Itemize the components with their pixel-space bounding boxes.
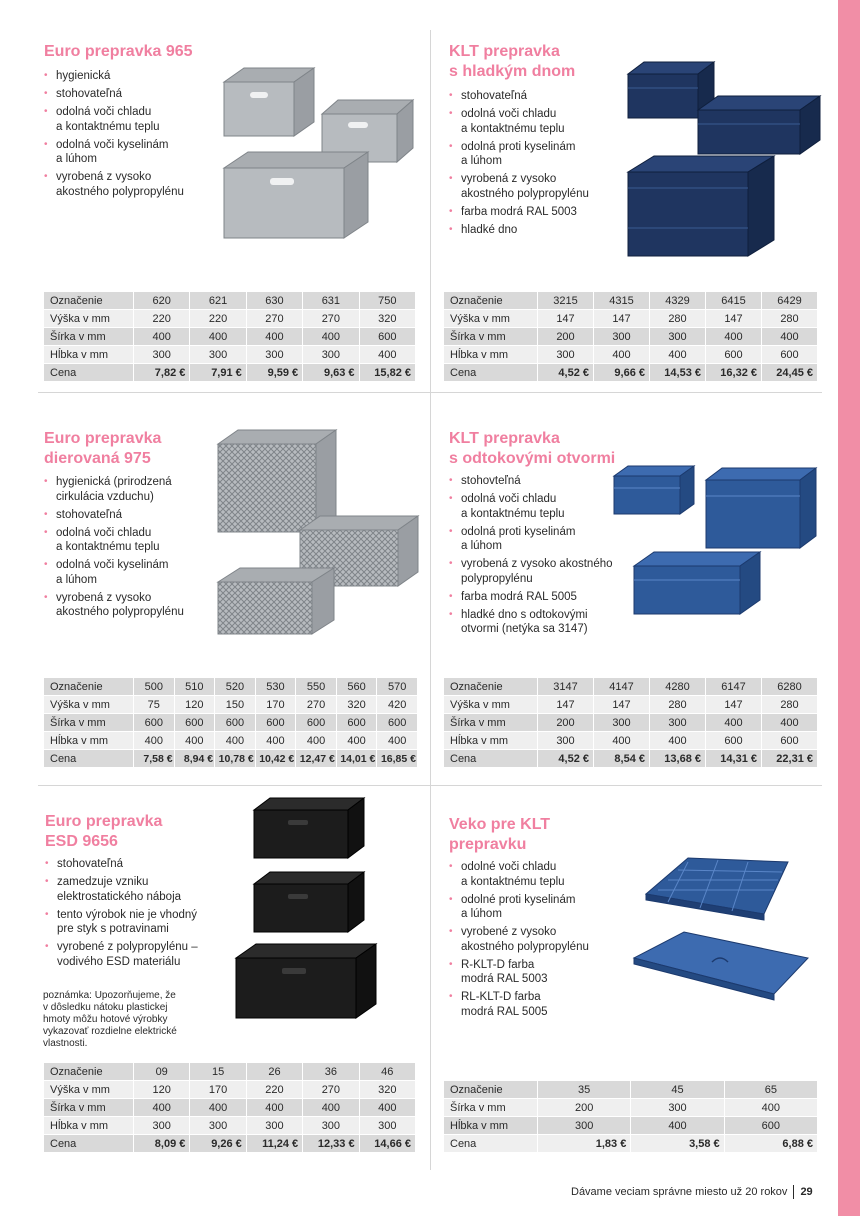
esd-black-crates-image (230, 796, 380, 1022)
feature-item: • hygienická (44, 69, 244, 84)
feature-item: • odolná voči chladu a kontaktnému teplu (44, 105, 244, 134)
table-cell: 147 (594, 310, 650, 328)
row-label: Hĺbka v mm (444, 1117, 538, 1135)
feature-item: • hladké dno (449, 223, 649, 238)
table-cell: 400 (247, 328, 303, 346)
table-cell: 120 (134, 1081, 190, 1099)
table-cell: 400 (175, 732, 216, 750)
table-cell: 270 (303, 1081, 359, 1099)
table-cell: 300 (650, 714, 706, 732)
feature-item: • vyrobená z vysoko akostného polypropylénu (449, 172, 649, 201)
row-label: Hĺbka v mm (444, 732, 538, 750)
table-cell: 400 (594, 346, 650, 364)
column-divider (430, 30, 431, 1170)
feature-item: • hygienická (prirodzená cirkulácia vzduchu) (44, 475, 244, 504)
table-cell: 320 (337, 696, 378, 714)
table-cell: 300 (303, 346, 359, 364)
table-cell: 500 (134, 678, 175, 696)
table-cell: 46 (360, 1063, 416, 1081)
price-cell: 8,54 € (594, 750, 650, 768)
table-cell: 09 (134, 1063, 190, 1081)
table-cell: 600 (175, 714, 216, 732)
price-cell: 14,66 € (360, 1135, 416, 1153)
price-cell: 14,53 € (650, 364, 706, 382)
table-cell: 400 (337, 732, 378, 750)
feature-item: • vyrobená z vysoko akostného polypropylénu (44, 591, 244, 620)
table-cell: 4315 (594, 292, 650, 310)
table-cell: 300 (360, 1117, 416, 1135)
row-label: Výška v mm (44, 1081, 134, 1099)
table-cell: 600 (337, 714, 378, 732)
table-cell: 400 (377, 732, 418, 750)
table-cell: 147 (706, 696, 762, 714)
spec-table-lid (444, 1081, 818, 1153)
row-label: Hĺbka v mm (44, 346, 134, 364)
price-cell: 14,01 € (337, 750, 378, 768)
table-cell: 4329 (650, 292, 706, 310)
table-cell: 3147 (538, 678, 594, 696)
table-cell: 6147 (706, 678, 762, 696)
table-cell: 300 (190, 346, 246, 364)
row-label: Označenie (444, 292, 538, 310)
feature-item: • vyrobená z vysoko akostného polypropylénu (44, 170, 244, 199)
table-cell: 270 (296, 696, 337, 714)
table-cell: 400 (303, 328, 359, 346)
table-cell: 300 (538, 732, 594, 750)
feature-item: • odolná proti kyselinám a lúhom (449, 140, 649, 169)
table-cell: 750 (360, 292, 416, 310)
perforated-crates-image (214, 428, 420, 640)
table-cell: 400 (256, 732, 297, 750)
feature-item: • odolná voči kyselinám a lúhom (44, 558, 244, 587)
table-cell: 400 (190, 328, 246, 346)
price-cell: 3,58 € (631, 1135, 724, 1153)
table-cell: 400 (190, 1099, 246, 1117)
table-cell: 400 (215, 732, 256, 750)
feature-item: • stohovateľná (449, 89, 649, 104)
table-cell: 530 (256, 678, 297, 696)
row-label: Šírka v mm (444, 328, 538, 346)
price-cell: 12,33 € (303, 1135, 359, 1153)
price-cell: 24,45 € (762, 364, 818, 382)
table-cell: 620 (134, 292, 190, 310)
table-cell: 600 (725, 1117, 818, 1135)
price-cell: 10,42 € (256, 750, 297, 768)
table-cell: 400 (706, 328, 762, 346)
price-cell: 7,91 € (190, 364, 246, 382)
table-cell: 35 (538, 1081, 631, 1099)
feature-item: • odolná proti kyselinám a lúhom (449, 525, 649, 554)
table-cell: 400 (725, 1099, 818, 1117)
feature-list (449, 89, 649, 241)
row-label: Výška v mm (444, 696, 538, 714)
feature-item: • vyrobené z polypropylénu – vodivého ESD materiálu (45, 940, 245, 969)
feature-item: • odolná voči chladu a kontaktnému teplu (449, 107, 649, 136)
price-cell: 4,52 € (538, 750, 594, 768)
feature-item: • zamedzuje vzniku elektrostatického náboja (45, 875, 245, 904)
row-label: Označenie (44, 678, 134, 696)
row-label: Cena (44, 750, 134, 768)
row-label: Označenie (44, 1063, 134, 1081)
table-cell: 400 (134, 328, 190, 346)
table-cell: 510 (175, 678, 216, 696)
feature-item: • vyrobené z vysoko akostného polypropylénu (449, 925, 649, 954)
feature-item: • odolná voči kyselinám a lúhom (44, 138, 244, 167)
feature-item: • odolné voči chladu a kontaktnému teplu (449, 860, 649, 889)
row-label: Šírka v mm (44, 1099, 134, 1117)
table-cell: 200 (538, 328, 594, 346)
price-cell: 8,09 € (134, 1135, 190, 1153)
feature-item: • RL-KLT-D farba modrá RAL 5005 (449, 990, 649, 1019)
feature-list (44, 69, 244, 203)
table-cell: 147 (706, 310, 762, 328)
feature-item: • stohovteľná (449, 474, 649, 489)
row-label: Cena (44, 364, 134, 382)
table-cell: 45 (631, 1081, 724, 1099)
row-label: Cena (44, 1135, 134, 1153)
price-cell: 11,24 € (247, 1135, 303, 1153)
table-cell: 200 (538, 1099, 631, 1117)
row-label: Šírka v mm (44, 714, 134, 732)
section-title: KLT prepravka s hladkým dnom (449, 43, 576, 80)
table-cell: 170 (256, 696, 297, 714)
feature-item: • vyrobená z vysoko akostného polypropylénu (449, 557, 649, 586)
table-cell: 300 (134, 1117, 190, 1135)
grey-crates-image (218, 62, 418, 242)
row-label: Šírka v mm (444, 1099, 538, 1117)
row-label: Šírka v mm (444, 714, 538, 732)
price-cell: 4,52 € (538, 364, 594, 382)
table-cell: 400 (631, 1117, 724, 1135)
klt-blue-crates-image (610, 462, 822, 622)
table-cell: 220 (247, 1081, 303, 1099)
feature-item: • stohovateľná (45, 857, 245, 872)
table-cell: 400 (650, 732, 706, 750)
table-cell: 15 (190, 1063, 246, 1081)
table-cell: 600 (296, 714, 337, 732)
price-cell: 15,82 € (360, 364, 416, 382)
section-title: Euro prepravka dierovaná 975 (44, 430, 162, 467)
table-cell: 147 (538, 696, 594, 714)
row-label: Hĺbka v mm (44, 732, 134, 750)
table-cell: 270 (247, 310, 303, 328)
table-cell: 600 (215, 714, 256, 732)
table-cell: 400 (360, 346, 416, 364)
table-cell: 220 (134, 310, 190, 328)
table-cell: 400 (134, 1099, 190, 1117)
table-cell: 320 (360, 1081, 416, 1099)
table-cell: 4147 (594, 678, 650, 696)
feature-item: • odolné proti kyselinám a lúhom (449, 893, 649, 922)
table-cell: 270 (303, 310, 359, 328)
table-cell: 300 (594, 714, 650, 732)
footer-separator (793, 1185, 794, 1199)
table-cell: 600 (377, 714, 418, 732)
feature-item: • R-KLT-D farba modrá RAL 5003 (449, 958, 649, 987)
price-cell: 16,32 € (706, 364, 762, 382)
table-cell: 400 (296, 732, 337, 750)
feature-item: • odolná voči chladu a kontaktnému teplu (449, 492, 649, 521)
row-divider-1 (38, 392, 822, 393)
row-label: Výška v mm (444, 310, 538, 328)
table-cell: 631 (303, 292, 359, 310)
table-cell: 170 (190, 1081, 246, 1099)
feature-item: • farba modrá RAL 5003 (449, 205, 649, 220)
table-cell: 3215 (538, 292, 594, 310)
section-title: KLT prepravka s odtokovými otvormi (449, 430, 616, 467)
row-label: Hĺbka v mm (44, 1117, 134, 1135)
table-cell: 300 (538, 346, 594, 364)
table-cell: 300 (247, 346, 303, 364)
table-cell: 6280 (762, 678, 818, 696)
price-cell: 8,94 € (175, 750, 216, 768)
table-cell: 600 (706, 732, 762, 750)
section-title: Euro prepravka 965 (44, 43, 193, 60)
row-divider-2 (38, 785, 822, 786)
table-cell: 300 (134, 346, 190, 364)
table-cell: 6415 (706, 292, 762, 310)
row-label: Výška v mm (44, 310, 134, 328)
klt-lids-image (628, 854, 812, 1006)
row-label: Šírka v mm (44, 328, 134, 346)
table-cell: 420 (377, 696, 418, 714)
esd-note: poznámka: Upozorňujeme, že v dôsledku nátoku plastickej hmoty môžu hotové výrobky vykazovať rozdielne elektrické vlastnosti. (43, 990, 177, 1049)
feature-list (45, 857, 245, 973)
footer-slogan: Dávame veciam správne miesto už 20 rokov (571, 1185, 788, 1198)
price-cell: 9,59 € (247, 364, 303, 382)
row-label: Hĺbka v mm (444, 346, 538, 364)
row-label: Označenie (444, 678, 538, 696)
spec-table-klt-drain (444, 678, 818, 768)
table-cell: 300 (594, 328, 650, 346)
table-cell: 400 (650, 346, 706, 364)
table-cell: 621 (190, 292, 246, 310)
table-cell: 600 (134, 714, 175, 732)
table-cell: 65 (725, 1081, 818, 1099)
row-label: Cena (444, 364, 538, 382)
feature-item: • stohovateľná (44, 508, 244, 523)
price-cell: 14,31 € (706, 750, 762, 768)
table-cell: 400 (594, 732, 650, 750)
table-cell: 6429 (762, 292, 818, 310)
table-cell: 630 (247, 292, 303, 310)
table-cell: 560 (337, 678, 378, 696)
table-cell: 320 (360, 310, 416, 328)
table-cell: 600 (706, 346, 762, 364)
table-cell: 280 (650, 310, 706, 328)
row-label: Označenie (444, 1081, 538, 1099)
table-cell: 600 (360, 328, 416, 346)
table-cell: 400 (134, 732, 175, 750)
table-cell: 280 (762, 696, 818, 714)
table-cell: 570 (377, 678, 418, 696)
price-cell: 10,78 € (215, 750, 256, 768)
section-title: Veko pre KLT prepravku (449, 816, 551, 853)
table-cell: 400 (706, 714, 762, 732)
table-cell: 400 (303, 1099, 359, 1117)
feature-item: • farba modrá RAL 5005 (449, 590, 649, 605)
page-number: 29 (800, 1185, 813, 1198)
table-cell: 400 (360, 1099, 416, 1117)
row-label: Cena (444, 1135, 538, 1153)
table-cell: 300 (650, 328, 706, 346)
page-edge-bar (838, 0, 860, 1216)
price-cell: 7,58 € (134, 750, 175, 768)
table-cell: 75 (134, 696, 175, 714)
spec-table-klt-smooth (444, 292, 818, 382)
table-cell: 520 (215, 678, 256, 696)
table-cell: 120 (175, 696, 216, 714)
table-cell: 200 (538, 714, 594, 732)
table-cell: 300 (190, 1117, 246, 1135)
table-cell: 147 (594, 696, 650, 714)
row-label: Cena (444, 750, 538, 768)
table-cell: 280 (650, 696, 706, 714)
table-cell: 300 (538, 1117, 631, 1135)
table-cell: 280 (762, 310, 818, 328)
table-cell: 300 (303, 1117, 359, 1135)
feature-item: • tento výrobok nie je vhodný pre styk s potravinami (45, 908, 245, 937)
table-cell: 400 (247, 1099, 303, 1117)
feature-list (449, 860, 649, 1023)
price-cell: 12,47 € (296, 750, 337, 768)
spec-table-975 (44, 678, 418, 768)
feature-item: • stohovateľná (44, 87, 244, 102)
table-cell: 300 (631, 1099, 724, 1117)
table-cell: 300 (247, 1117, 303, 1135)
price-cell: 6,88 € (725, 1135, 818, 1153)
table-cell: 26 (247, 1063, 303, 1081)
page-footer (571, 1185, 813, 1199)
table-cell: 600 (762, 732, 818, 750)
table-cell: 400 (762, 328, 818, 346)
spec-table-965 (44, 292, 416, 382)
table-cell: 550 (296, 678, 337, 696)
table-cell: 600 (762, 346, 818, 364)
row-label: Označenie (44, 292, 134, 310)
table-cell: 4280 (650, 678, 706, 696)
price-cell: 1,83 € (538, 1135, 631, 1153)
table-cell: 36 (303, 1063, 359, 1081)
price-cell: 13,68 € (650, 750, 706, 768)
spec-table-esd (44, 1063, 416, 1153)
table-cell: 400 (762, 714, 818, 732)
klt-dark-blue-crates-image (624, 58, 824, 263)
table-cell: 150 (215, 696, 256, 714)
feature-item: • hladké dno s odtokovými otvormi (netýka sa 3147) (449, 608, 649, 637)
price-cell: 22,31 € (762, 750, 818, 768)
section-title: Euro prepravka ESD 9656 (45, 813, 163, 850)
price-cell: 9,26 € (190, 1135, 246, 1153)
table-cell: 147 (538, 310, 594, 328)
feature-item: • odolná voči chladu a kontaktnému teplu (44, 526, 244, 555)
table-cell: 600 (256, 714, 297, 732)
price-cell: 9,66 € (594, 364, 650, 382)
price-cell: 7,82 € (134, 364, 190, 382)
price-cell: 9,63 € (303, 364, 359, 382)
table-cell: 220 (190, 310, 246, 328)
row-label: Výška v mm (44, 696, 134, 714)
price-cell: 16,85 € (377, 750, 418, 768)
